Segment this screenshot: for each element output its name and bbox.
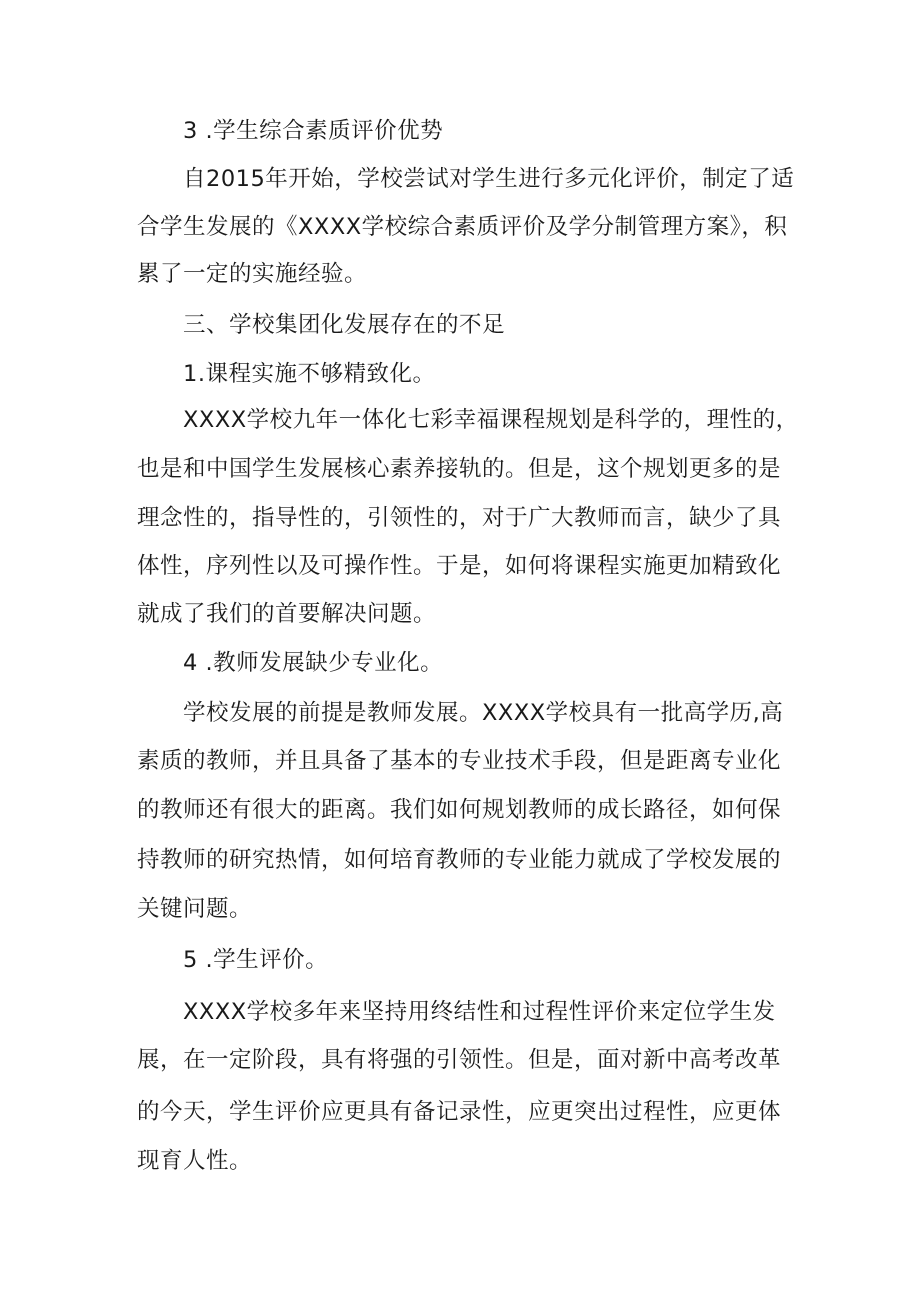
paragraph-line: 素质的教师，并且具备了基本的专业技术手段，但是距离专业化 — [137, 748, 782, 774]
paragraph-line: 学校发展的前提是教师发展。XXXX学校具有一批高学历,高 — [183, 700, 784, 726]
heading-1: 1.课程实施不够精致化。 — [183, 361, 436, 387]
paragraph-line: 的今天，学生评价应更具有备记录性，应更突出过程性，应更体 — [137, 1099, 782, 1125]
paragraph-line: 体性，序列性以及可操作性。于是，如何将课程实施更加精致化 — [137, 553, 782, 579]
heading-4: 4 .教师发展缺少专业化。 — [183, 650, 444, 676]
heading-3: 3 .学生综合素质评价优势 — [183, 118, 444, 144]
paragraph-line: 的教师还有很大的距离。我们如何规划教师的成长路径，如何保 — [137, 797, 782, 823]
paragraph-line: 累了一定的实施经验。 — [137, 261, 368, 287]
paragraph-line: 理念性的，指导性的，引领性的，对于广大教师而言，缺少了具 — [137, 505, 782, 531]
section-heading: 三、学校集团化发展存在的不足 — [183, 312, 506, 338]
paragraph-line: 合学生发展的《XXXX学校综合素质评价及学分制管理方案》，积 — [137, 214, 788, 240]
paragraph-line: 展，在一定阶段，具有将强的引领性。但是，面对新中高考改革 — [137, 1047, 782, 1073]
heading-5: 5 .学生评价。 — [183, 947, 329, 973]
paragraph-line: XXXX学校多年来坚持用终结性和过程性评价来定位学生发 — [183, 999, 776, 1025]
paragraph-line: 自2015年开始，学校尝试对学生进行多元化评价，制定了适 — [183, 166, 795, 192]
paragraph-line: 持教师的研究热情，如何培育教师的专业能力就成了学校发展的 — [137, 847, 782, 873]
paragraph-line: 关键问题。 — [137, 896, 253, 922]
paragraph-line: 也是和中国学生发展核心素养接轨的。但是，这个规划更多的是 — [137, 456, 782, 482]
paragraph-line: 现育人性。 — [137, 1148, 253, 1174]
paragraph-line: XXXX学校九年一体化七彩幸福课程规划是科学的，理性的， — [183, 407, 799, 433]
paragraph-line: 就成了我们的首要解决问题。 — [137, 601, 437, 627]
